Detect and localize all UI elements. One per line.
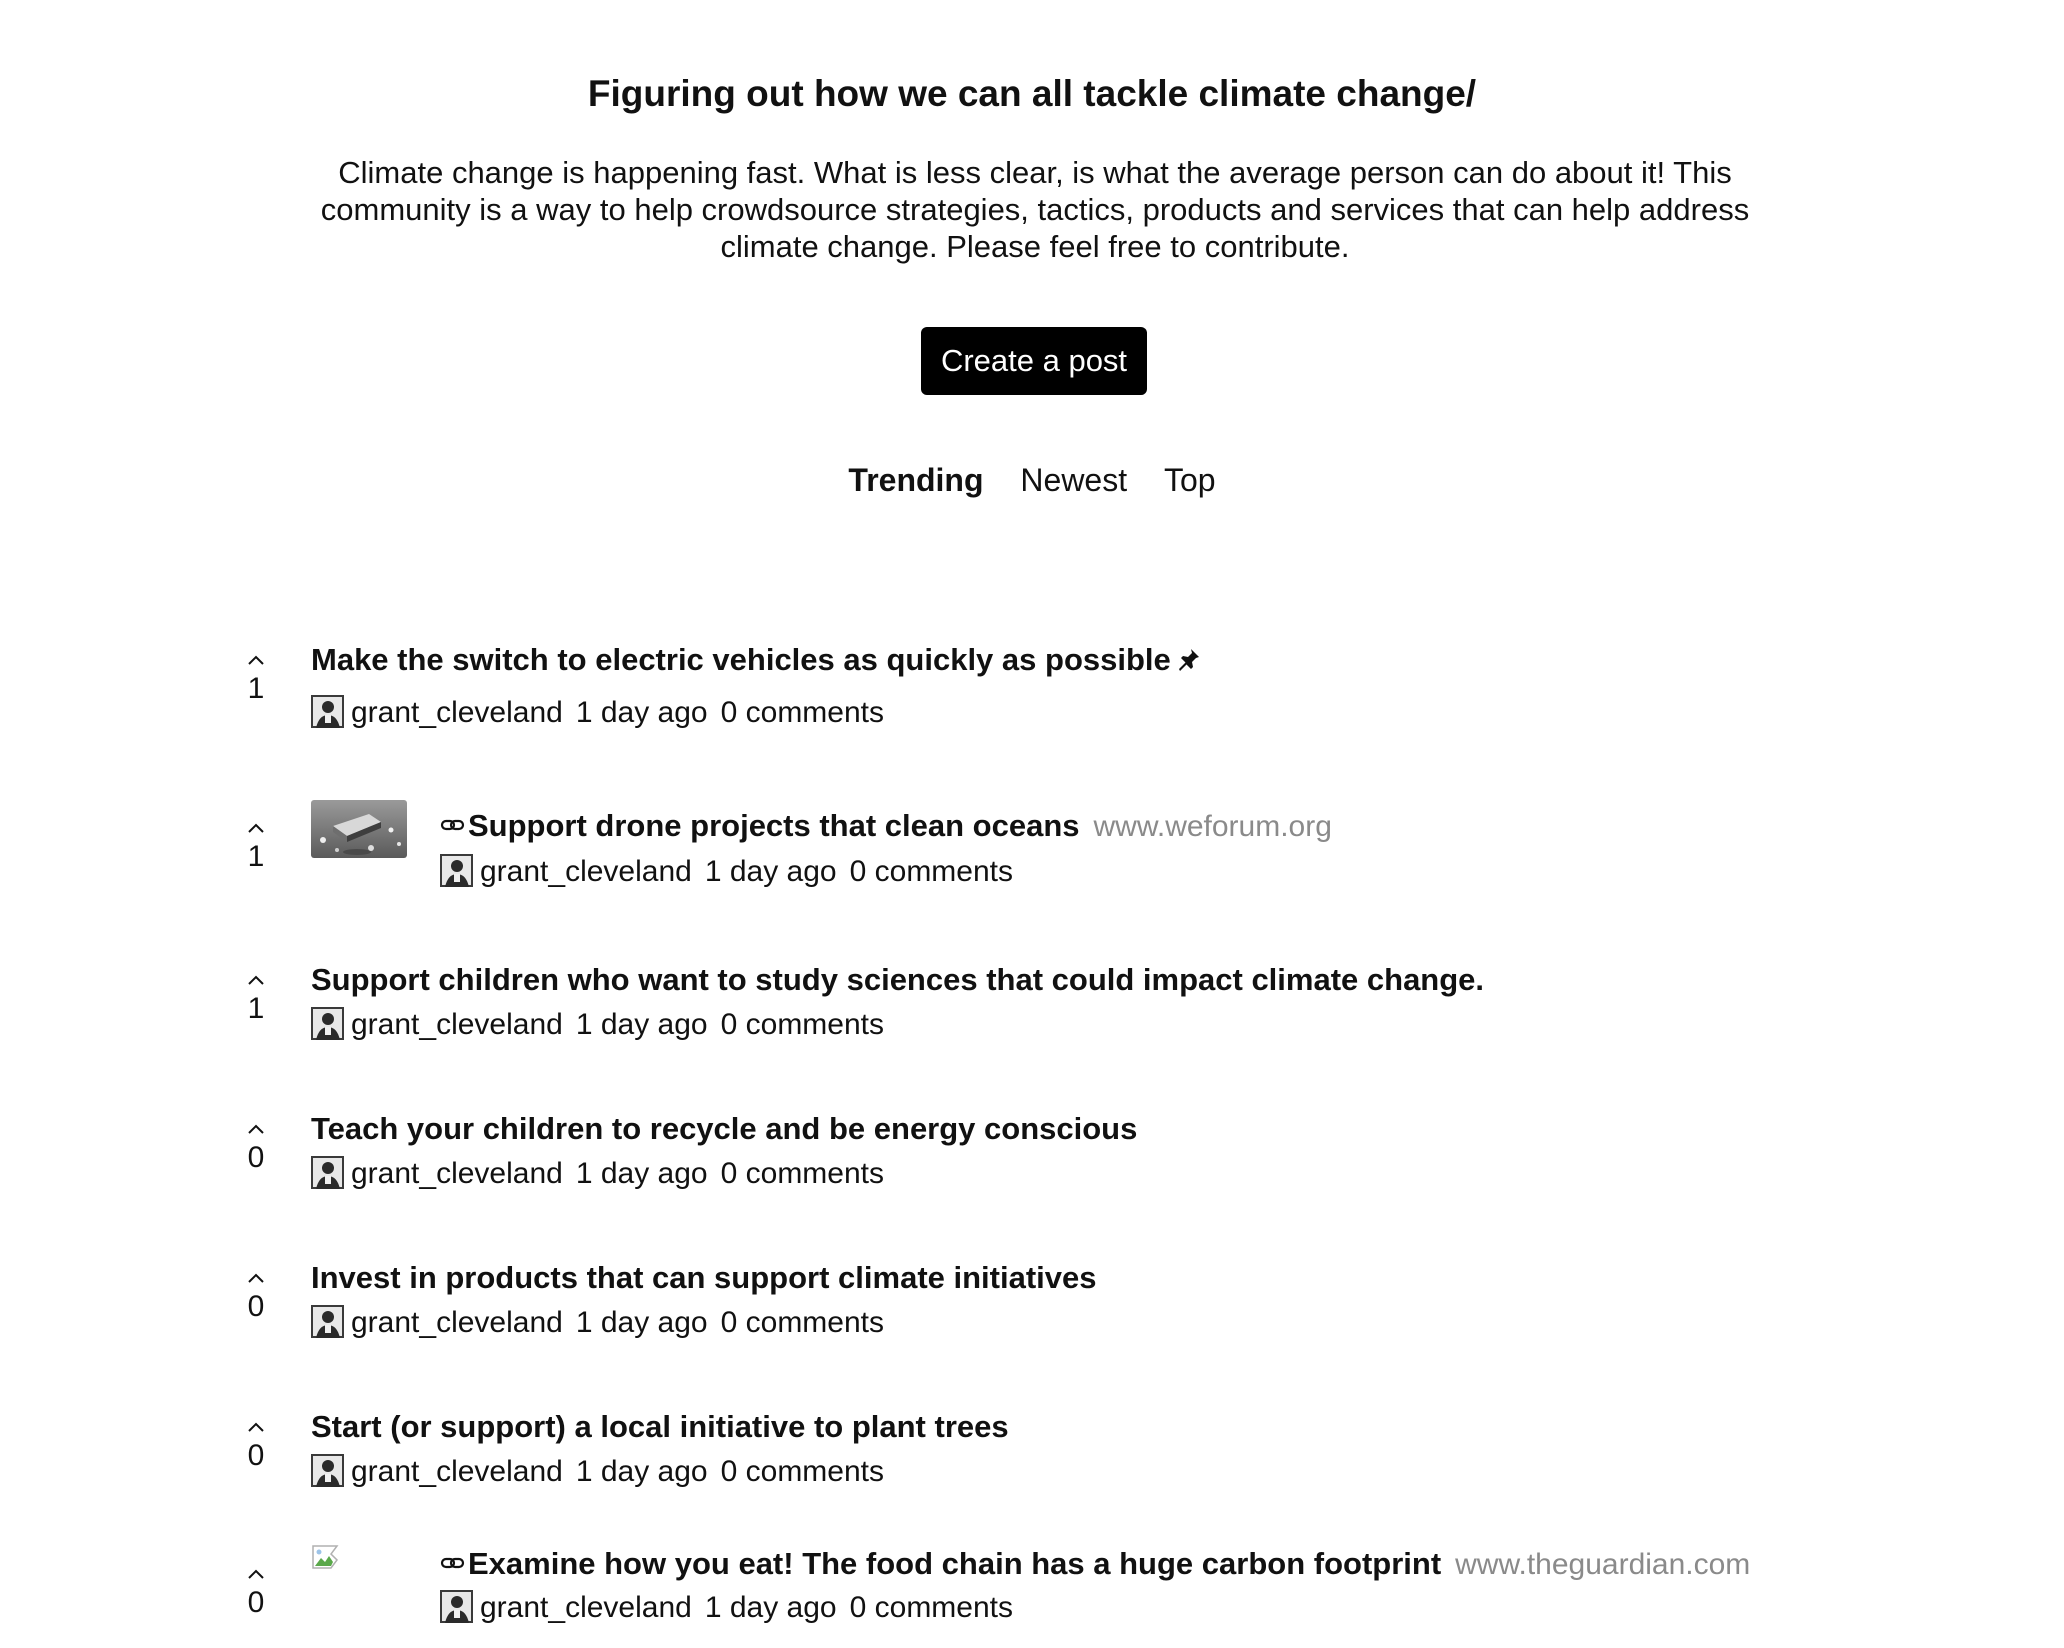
sort-tabs <box>0 458 2064 502</box>
post-comments[interactable]: 0 comments <box>720 1306 884 1339</box>
post-time: 1 day ago <box>575 1157 708 1190</box>
post-comments[interactable]: 0 comments <box>849 855 1013 888</box>
page-title: Figuring out how we can all tackle climate change/ <box>587 73 1477 114</box>
post-title-text[interactable]: Examine how you eat! The food chain has a huge carbon footprint <box>468 1546 1442 1581</box>
drone-photo-image <box>311 800 407 858</box>
community-description: Climate change is happening fast. What is less clear, is what the average person can do about it! This community is a way to help crowdsource strategies, tactics, products and services that can help address climate change. Please feel free to contribute. <box>320 155 1750 264</box>
vote-count: 1 <box>247 992 265 1025</box>
post-time: 1 day ago <box>575 696 708 729</box>
post-meta <box>311 1006 1484 1044</box>
post-comments[interactable]: 0 comments <box>720 1008 884 1041</box>
post-title[interactable] <box>440 1544 1750 1585</box>
post-content <box>311 1109 1137 1193</box>
post-author[interactable]: grant_cleveland <box>351 1008 563 1041</box>
chevron-up-icon[interactable] <box>246 970 266 990</box>
broken-image-icon <box>311 1544 347 1580</box>
post-thumbnail[interactable] <box>311 1544 347 1580</box>
post-comments[interactable]: 0 comments <box>720 696 884 729</box>
post-content <box>311 960 1484 1044</box>
post-title[interactable] <box>311 1109 1137 1149</box>
post-meta <box>440 1589 1750 1627</box>
post-comments[interactable]: 0 comments <box>849 1591 1013 1624</box>
vote-count: 1 <box>247 672 265 705</box>
post-time: 1 day ago <box>704 855 837 888</box>
vote-count: 1 <box>247 840 265 873</box>
post-author[interactable]: grant_cleveland <box>351 1455 563 1488</box>
post-meta <box>311 1304 1097 1342</box>
chevron-up-icon[interactable] <box>246 1417 266 1437</box>
avatar[interactable] <box>440 854 473 887</box>
post-content <box>440 806 1332 891</box>
post-time: 1 day ago <box>575 1306 708 1339</box>
vote-control <box>238 1268 274 1324</box>
vote-count: 0 <box>247 1439 265 1472</box>
post-title[interactable] <box>311 1407 1009 1447</box>
post-meta <box>311 1453 1009 1491</box>
chevron-up-icon[interactable] <box>246 1268 266 1288</box>
create-post-button[interactable]: Create a post <box>921 327 1147 395</box>
post-time: 1 day ago <box>575 1455 708 1488</box>
post-content <box>311 640 1201 732</box>
post-author[interactable]: grant_cleveland <box>351 1157 563 1190</box>
link-icon <box>440 815 466 835</box>
post-time: 1 day ago <box>704 1591 837 1624</box>
post-comments[interactable]: 0 comments <box>720 1455 884 1488</box>
post-title-text[interactable]: Teach your children to recycle and be energy conscious <box>311 1111 1138 1146</box>
post-author[interactable]: grant_cleveland <box>480 855 692 888</box>
vote-count: 0 <box>247 1586 265 1619</box>
avatar[interactable] <box>311 1305 344 1338</box>
vote-count: 0 <box>247 1141 265 1174</box>
post-domain[interactable]: www.weforum.org <box>1093 810 1332 843</box>
post-meta <box>311 694 1201 732</box>
avatar[interactable] <box>311 1156 344 1189</box>
chevron-up-icon[interactable] <box>246 1119 266 1139</box>
post-title[interactable] <box>311 960 1484 1000</box>
post-title[interactable] <box>440 806 1332 847</box>
chevron-up-icon[interactable] <box>246 818 266 838</box>
avatar[interactable] <box>311 1454 344 1487</box>
post-title-text[interactable]: Invest in products that can support climate initiatives <box>311 1260 1097 1295</box>
post-thumbnail[interactable] <box>311 800 407 858</box>
post-time: 1 day ago <box>575 1008 708 1041</box>
post-content <box>311 1258 1097 1342</box>
post-title-text[interactable]: Make the switch to electric vehicles as quickly as possible <box>311 642 1171 677</box>
vote-control <box>238 1564 274 1620</box>
avatar[interactable] <box>311 1007 344 1040</box>
post-meta <box>440 853 1332 891</box>
vote-control <box>238 1119 274 1175</box>
tab-newest[interactable]: Newest <box>1020 462 1128 498</box>
vote-control <box>238 970 274 1026</box>
post-author[interactable]: grant_cleveland <box>351 1306 563 1339</box>
post-content <box>440 1544 1750 1627</box>
post-title-text[interactable]: Support drone projects that clean oceans <box>468 808 1080 843</box>
tab-top[interactable]: Top <box>1164 462 1216 498</box>
vote-control <box>238 650 274 706</box>
pin-icon <box>1177 647 1201 671</box>
post-title-text[interactable]: Support children who want to study sciences that could impact climate change. <box>311 962 1485 997</box>
post-content <box>311 1407 1009 1491</box>
avatar[interactable] <box>311 695 344 728</box>
chevron-up-icon[interactable] <box>246 1564 266 1584</box>
post-title[interactable] <box>311 640 1201 680</box>
post-title-text[interactable]: Start (or support) a local initiative to plant trees <box>311 1409 1009 1444</box>
vote-control <box>238 818 274 874</box>
post-domain[interactable]: www.theguardian.com <box>1455 1548 1751 1581</box>
post-author[interactable]: grant_cleveland <box>480 1591 692 1624</box>
post-comments[interactable]: 0 comments <box>720 1157 884 1190</box>
chevron-up-icon[interactable] <box>246 650 266 670</box>
post-meta <box>311 1155 1137 1193</box>
post-title[interactable] <box>311 1258 1097 1298</box>
vote-count: 0 <box>247 1290 265 1323</box>
post-author[interactable]: grant_cleveland <box>351 696 563 729</box>
tab-trending[interactable]: Trending <box>848 462 984 498</box>
link-icon <box>440 1553 466 1573</box>
avatar[interactable] <box>440 1590 473 1623</box>
vote-control <box>238 1417 274 1473</box>
